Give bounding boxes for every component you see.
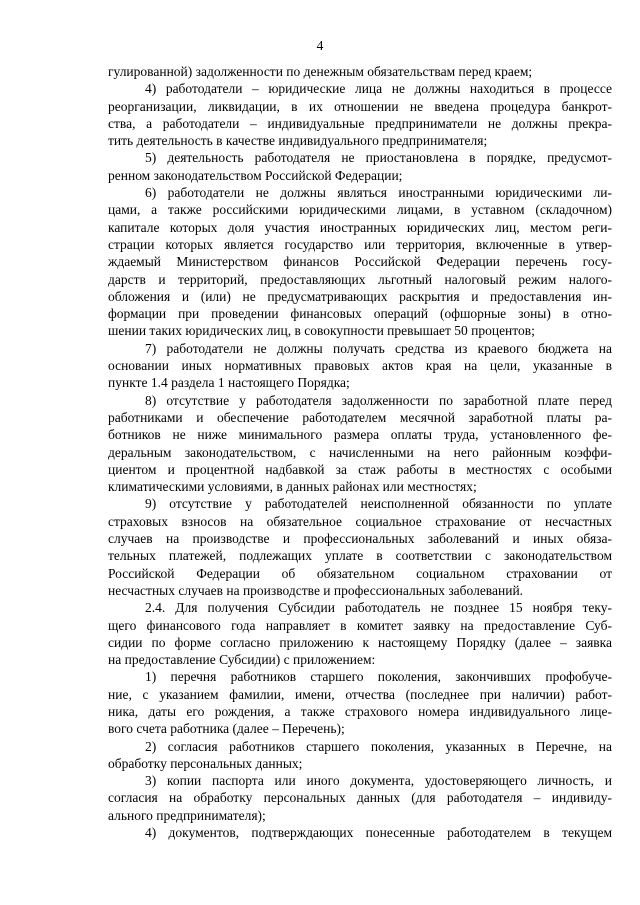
text-line: ства, а работодатели – индивидуальные предприниматели не должны прекра- <box>108 115 612 131</box>
text-line: 5) деятельность работодателя не приостановлена в порядке, предусмот- <box>145 150 612 166</box>
text-line: тельных платежей, подлежащих уплате в соответствии с законодательством <box>108 548 612 564</box>
text-line: несчастных случаев на производстве и профессиональных заболеваний. <box>108 582 524 598</box>
text-line: основании иных нормативных правовых актов края на цели, указанные в <box>108 358 612 374</box>
text-line: циентом и процентной надбавкой за стаж работы в местностях с особыми <box>108 461 612 477</box>
text-line: обложения и (или) не предусматривающих раскрытия и предоставления ин- <box>108 288 612 304</box>
text-line: ренном законодательством Российской Федерации; <box>108 167 403 183</box>
text-line: 2) согласия работников старшего поколения, указанных в Перечне, на <box>145 738 612 754</box>
text-line: тить деятельность в качестве индивидуального предпринимателя; <box>108 133 488 149</box>
text-line: ального предпринимателя); <box>108 807 266 823</box>
document-body <box>108 63 612 841</box>
text-line: 6) работодатели не должны являться иностранными юридическими ли- <box>145 185 612 201</box>
text-line: Российской Федерации об обязательном социальном страховании от <box>108 565 612 581</box>
text-line: формации при проведении финансовых операций (офшорные зоны) в отно- <box>108 306 612 322</box>
text-line: на предоставление Субсидии) с приложением: <box>108 652 376 668</box>
text-line: 9) отсутствие у работодателей неисполненной обязанности по уплате <box>145 496 612 512</box>
text-line: цами, а также российскими юридическими лицами, в уставном (складочном) <box>108 202 612 218</box>
page-number: 4 <box>316 38 324 53</box>
text-line: гулированной) задолженности по денежным обязательствам перед краем; <box>108 64 533 79</box>
text-line: страции которых является государство или территория, включенные в утвер- <box>108 236 612 252</box>
text-line: случаев на производстве и профессиональных заболеваний и иных обяза- <box>108 531 612 547</box>
text-line: дарств и территорий, предоставляющих льготный налоговый режим налого- <box>108 271 612 287</box>
text-line: ника, даты его рождения, а также страхового номера индивидуального лице- <box>108 703 612 719</box>
text-line: сидии по форме согласно приложению к настоящему Порядку (далее – заявка <box>108 634 612 650</box>
text-line: обработку персональных данных; <box>108 755 303 771</box>
text-line: ние, с указанием фамилии, имени, отчества (последнее при наличии) работ- <box>108 686 612 702</box>
text-line: 2.4. Для получения Субсидии работодатель не позднее 15 ноября теку- <box>145 600 612 616</box>
text-line: 8) отсутствие у работодателя задолженности по заработной плате перед <box>145 392 612 408</box>
text-line: 3) копии паспорта или иного документа, удостоверяющего личность, и <box>145 773 612 789</box>
text-line: 4) работодатели – юридические лица не должны находиться в процессе <box>145 81 612 97</box>
text-line: капитале которых доля участия иностранных юридических лиц, местом реги- <box>108 219 612 235</box>
text-line: 4) документов, подтверждающих понесенные работодателем в текущем <box>145 825 612 841</box>
text-line: климатическими условиями, в данных районах или местностях; <box>108 479 477 495</box>
text-line: вого счета работника (далее – Перечень); <box>108 721 345 737</box>
text-line: ботников не ниже минимального размера оплаты труда, установленного фе- <box>108 427 612 443</box>
text-line: 7) работодатели не должны получать средства из краевого бюджета на <box>145 340 612 356</box>
text-line: пункте 1.4 раздела 1 настоящего Порядка; <box>108 375 350 391</box>
text-line: 1) перечня работников старшего поколения, закончивших профобуче- <box>145 669 612 685</box>
text-line: работниками и обеспечение работодателем месячной заработной платы ра- <box>108 409 612 425</box>
text-line: ждаемый Министерством финансов Российской Федерации перечень госу- <box>108 254 612 270</box>
text-line: реорганизации, ликвидации, в их отношении не введена процедура банкрот- <box>108 98 612 114</box>
text-line: шении таких юридических лиц, в совокупности превышает 50 процентов; <box>108 323 535 339</box>
text-line: щего финансового года направляет в комитет заявку на предоставление Суб- <box>108 617 612 633</box>
text-line: страховых взносов на обязательное социальное страхование от несчастных <box>108 513 612 529</box>
text-line: деральным законодательством, с начисленными на него районным коэффи- <box>108 444 612 460</box>
text-line: согласия на обработку персональных данных (для работодателя – индивиду- <box>108 790 612 806</box>
